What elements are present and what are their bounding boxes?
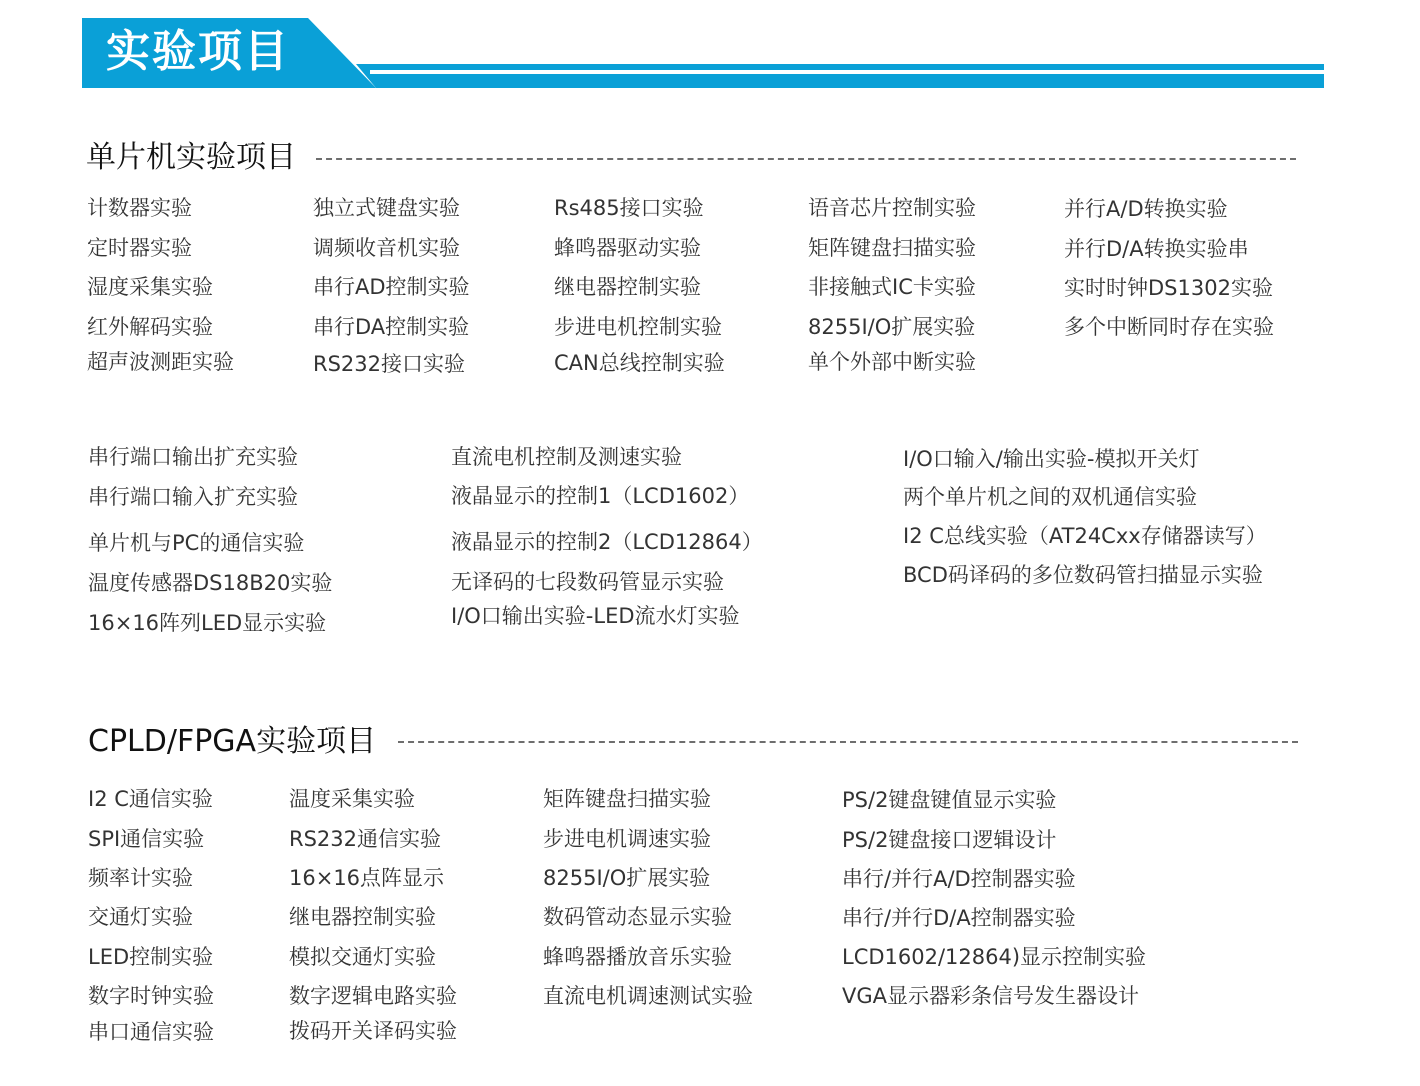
page-title: 实验项目 bbox=[106, 26, 290, 77]
list-item: 模拟交通灯实验 bbox=[289, 945, 436, 969]
list-item: RS232接口实验 bbox=[313, 352, 466, 376]
list-item: 独立式键盘实验 bbox=[313, 196, 460, 220]
list-item: 调频收音机实验 bbox=[313, 236, 460, 260]
list-item: 数字逻辑电路实验 bbox=[289, 984, 457, 1008]
list-item: 串行端口输出扩充实验 bbox=[88, 445, 298, 469]
title-banner bbox=[0, 0, 1420, 100]
list-item: 红外解码实验 bbox=[87, 315, 213, 339]
list-item: PS/2键盘键值显示实验 bbox=[842, 788, 1057, 812]
list-item: 数字时钟实验 bbox=[88, 984, 214, 1008]
list-item: 串行端口输入扩充实验 bbox=[88, 485, 298, 509]
fpga-section-heading: CPLD/FPGA实验项目 bbox=[88, 724, 377, 759]
list-item: 8255I/O扩展实验 bbox=[808, 315, 976, 339]
list-item: 蜂鸣器驱动实验 bbox=[554, 236, 701, 260]
list-item: 语音芯片控制实验 bbox=[808, 196, 976, 220]
list-item: Rs485接口实验 bbox=[554, 196, 704, 220]
list-item: 数码管动态显示实验 bbox=[543, 905, 732, 929]
list-item: 单片机与PC的通信实验 bbox=[88, 531, 305, 555]
list-item: 串行/并行A/D控制器实验 bbox=[842, 867, 1076, 891]
list-item: 两个单片机之间的双机通信实验 bbox=[903, 485, 1197, 509]
list-item: PS/2键盘接口逻辑设计 bbox=[842, 828, 1057, 852]
list-item: 拨码开关译码实验 bbox=[289, 1019, 457, 1043]
list-item: 16×16点阵显示 bbox=[289, 866, 445, 890]
list-item: 矩阵键盘扫描实验 bbox=[808, 236, 976, 260]
list-item: 蜂鸣器播放音乐实验 bbox=[543, 945, 732, 969]
list-item: 16×16阵列LED显示实验 bbox=[88, 611, 327, 635]
list-item: 继电器控制实验 bbox=[554, 275, 701, 299]
list-item: 多个中断同时存在实验 bbox=[1064, 315, 1274, 339]
list-item: CAN总线控制实验 bbox=[554, 351, 725, 375]
list-item: 串行/并行D/A控制器实验 bbox=[842, 906, 1076, 930]
list-item: 非接触式IC卡实验 bbox=[808, 275, 976, 299]
mcu-section-heading: 单片机实验项目 bbox=[86, 140, 296, 175]
list-item: 单个外部中断实验 bbox=[808, 350, 976, 374]
list-item: 步进电机调速实验 bbox=[543, 827, 711, 851]
list-item: 实时时钟DS1302实验 bbox=[1064, 276, 1273, 300]
list-item: 继电器控制实验 bbox=[289, 905, 436, 929]
list-item: 直流电机控制及测速实验 bbox=[451, 445, 682, 469]
list-item: 8255I/O扩展实验 bbox=[543, 866, 711, 890]
list-item: BCD码译码的多位数码管扫描显示实验 bbox=[903, 563, 1263, 587]
list-item: I/O口输入/输出实验-模拟开关灯 bbox=[903, 447, 1200, 471]
mcu-heading-divider bbox=[316, 158, 1296, 160]
list-item: 无译码的七段数码管显示实验 bbox=[451, 570, 724, 594]
list-item: RS232通信实验 bbox=[289, 827, 442, 851]
list-item: 计数器实验 bbox=[87, 196, 192, 220]
list-item: 湿度采集实验 bbox=[87, 275, 213, 299]
list-item: 频率计实验 bbox=[88, 866, 193, 890]
list-item: LCD1602/12864)显示控制实验 bbox=[842, 945, 1147, 969]
list-item: 交通灯实验 bbox=[88, 905, 193, 929]
list-item: 液晶显示的控制2（LCD12864） bbox=[451, 530, 763, 554]
list-item: 温度传感器DS18B20实验 bbox=[88, 571, 333, 595]
list-item: 串行DA控制实验 bbox=[313, 315, 470, 339]
list-item: 定时器实验 bbox=[87, 236, 192, 260]
list-item: 液晶显示的控制1（LCD1602） bbox=[451, 484, 750, 508]
list-item: 并行A/D转换实验 bbox=[1064, 197, 1228, 221]
list-item: 温度采集实验 bbox=[289, 787, 415, 811]
list-item: I2 C通信实验 bbox=[88, 787, 213, 811]
list-item: SPI通信实验 bbox=[88, 827, 205, 851]
list-item: 直流电机调速测试实验 bbox=[543, 984, 753, 1008]
fpga-heading-divider bbox=[398, 741, 1298, 743]
list-item: 串口通信实验 bbox=[88, 1020, 214, 1044]
list-item: VGA显示器彩条信号发生器设计 bbox=[842, 984, 1140, 1008]
list-item: LED控制实验 bbox=[88, 945, 214, 969]
list-item: 并行D/A转换实验串 bbox=[1064, 237, 1249, 261]
list-item: I/O口输出实验-LED流水灯实验 bbox=[451, 604, 740, 628]
list-item: 矩阵键盘扫描实验 bbox=[543, 787, 711, 811]
list-item: 超声波测距实验 bbox=[87, 350, 234, 374]
list-item: I2 C总线实验（AT24Cxx存储器读写） bbox=[903, 524, 1267, 548]
list-item: 步进电机控制实验 bbox=[554, 315, 722, 339]
list-item: 串行AD控制实验 bbox=[313, 275, 470, 299]
